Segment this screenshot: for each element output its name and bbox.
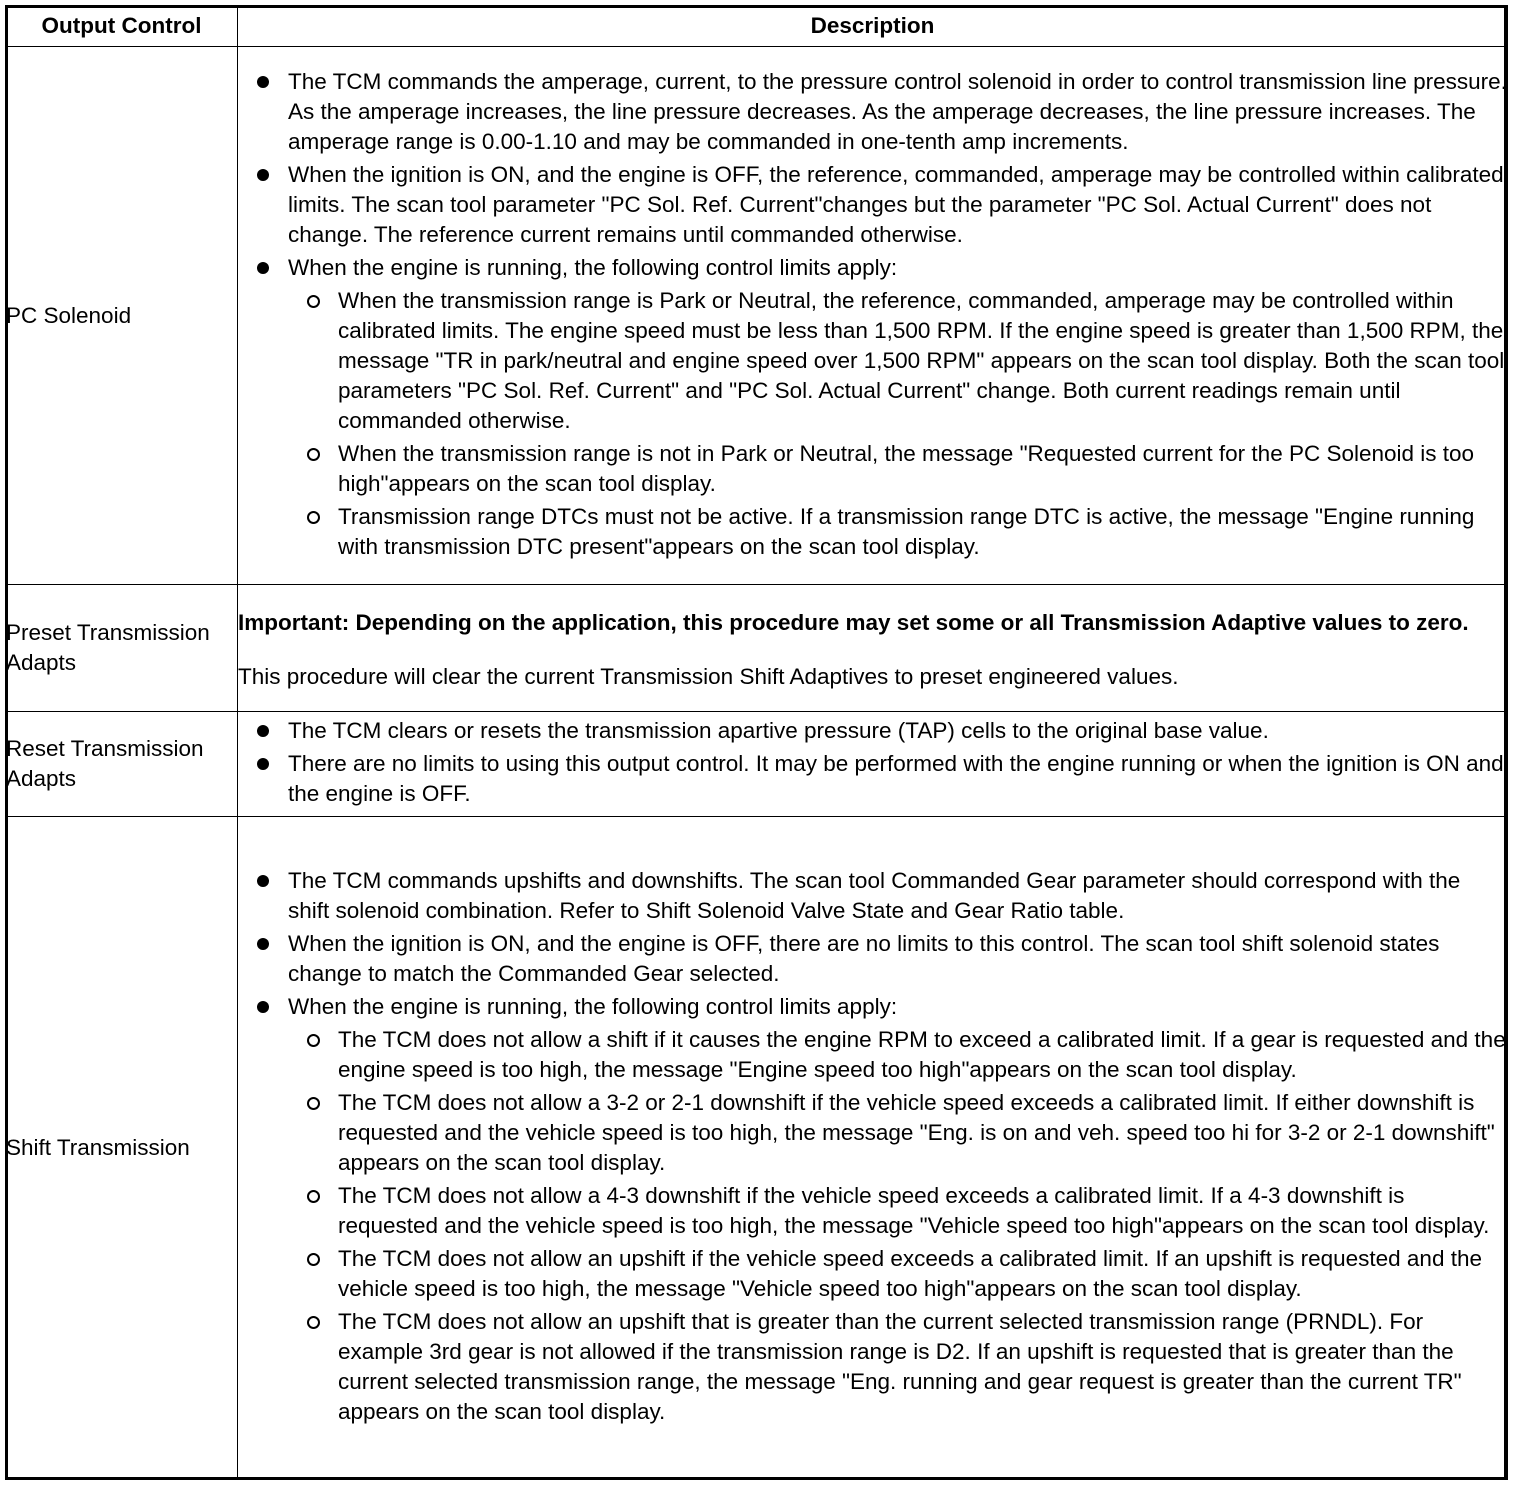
sub-list-item xyxy=(288,502,1507,562)
bullet-icon xyxy=(257,758,269,770)
hollow-bullet-icon xyxy=(307,1316,320,1329)
list-item-text: The TCM commands upshifts and downshifts. The scan tool Commanded Gear parameter should correspond with the shift solenoid combination. Refer to Shift Solenoid Valve State and Gear Ratio table. xyxy=(288,868,1461,923)
description-paragraph: This procedure will clear the current Transmission Shift Adaptives to preset engineered values. xyxy=(238,664,1179,689)
list-item xyxy=(238,253,1507,562)
sub-list-item xyxy=(288,1088,1507,1178)
bullet-icon xyxy=(257,169,269,181)
bullet-icon xyxy=(257,76,269,88)
list-item xyxy=(238,992,1507,1427)
output-control-name: Shift Transmission xyxy=(6,817,238,1480)
sub-list-item-text: When the transmission range is Park or Neutral, the reference, commanded, amperage may be controlled within calibrated limits. The engine speed must be less than 1,500 RPM. If the engine speed is greater than 1,500 RPM, the message "TR in park/neutral and engine speed over 1,500 RPM" appears on the scan tool display. Both the scan tool parameters "PC Sol. Ref. Current" and "PC Sol. Actual Current" change. Both current readings remain until commanded otherwise. xyxy=(338,287,1505,433)
list-item-text: The TCM commands the amperage, current, to the pressure control solenoid in order to control transmission line pressure. As the amperage increases, the line pressure decreases. As the amperage decreases, the line pressure increases. The amperage range is 0.00-1.10 and may be commanded in one-tenth amp increments. xyxy=(288,68,1507,154)
sub-bullet-list xyxy=(288,1025,1507,1427)
sub-bullet-list xyxy=(288,286,1507,562)
list-item xyxy=(238,67,1507,157)
list-item xyxy=(238,749,1507,809)
bullet-icon xyxy=(257,1001,269,1013)
sub-list-item xyxy=(288,1307,1507,1427)
sub-list-item-text: The TCM does not allow a 3-2 or 2-1 downshift if the vehicle speed exceeds a calibrated limit. If either downshift is requested and the vehicle speed is too high, the message "Eng. is on and veh. speed too hi for 3-2 or 2-1 downshift" appears on the scan tool display. xyxy=(338,1090,1495,1175)
bullet-list xyxy=(238,716,1507,809)
sub-list-item-text: The TCM does not allow a shift if it causes the engine RPM to exceed a calibrated limit. If a gear is requested and the engine speed is too high, the message "Engine speed too high"appears on the scan tool display. xyxy=(338,1027,1506,1082)
list-item-text: There are no limits to using this output control. It may be performed with the engine running or when the ignition is ON and the engine is OFF. xyxy=(288,751,1504,806)
bullet-icon xyxy=(257,262,269,274)
table-row-preset-transmission-adapts xyxy=(6,585,1508,712)
description-cell xyxy=(238,47,1508,585)
bullet-icon xyxy=(257,938,269,950)
hollow-bullet-icon xyxy=(307,511,320,524)
list-item-text: When the engine is running, the following control limits apply: xyxy=(288,254,898,280)
hollow-bullet-icon xyxy=(307,295,320,308)
bullet-list xyxy=(238,866,1507,1427)
sub-list-item-text: When the transmission range is not in Park or Neutral, the message "Requested current for the PC Solenoid is too high"appears on the scan tool display. xyxy=(338,440,1475,496)
output-control-name: PC Solenoid xyxy=(6,47,238,585)
sub-list-item xyxy=(288,286,1507,436)
hollow-bullet-icon xyxy=(307,1253,320,1266)
output-control-name: Reset Transmission Adapts xyxy=(6,712,238,817)
description-cell xyxy=(238,817,1508,1480)
list-item-text: When the ignition is ON, and the engine is OFF, there are no limits to this control. The scan tool shift solenoid states change to match the Commanded Gear selected. xyxy=(288,931,1440,986)
sub-list-item xyxy=(288,1181,1507,1241)
hollow-bullet-icon xyxy=(307,1097,320,1110)
sub-list-item-text: The TCM does not allow a 4-3 downshift if the vehicle speed exceeds a calibrated limit. If a 4-3 downshift is requested and the vehicle speed is too high, the message "Vehicle speed too high"appears on the scan tool display. xyxy=(338,1183,1490,1238)
sub-list-item-text: The TCM does not allow an upshift if the vehicle speed exceeds a calibrated limit. If an upshift is requested and the vehicle speed is too high, the message "Vehicle speed too high"appears on the scan tool display. xyxy=(338,1246,1482,1301)
sub-list-item-text: Transmission range DTCs must not be active. If a transmission range DTC is active, the message "Engine running with transmission DTC present"appears on the scan tool display. xyxy=(338,503,1475,559)
list-item-text: When the engine is running, the following control limits apply: xyxy=(288,994,898,1019)
sub-list-item xyxy=(288,1025,1507,1085)
list-item-text: The TCM clears or resets the transmission apartive pressure (TAP) cells to the original base value. xyxy=(288,718,1269,743)
table-row-shift-transmission xyxy=(6,817,1508,1480)
table-row-pc-solenoid xyxy=(6,47,1508,585)
list-item xyxy=(238,866,1507,926)
sub-list-item xyxy=(288,1244,1507,1304)
list-item xyxy=(238,929,1507,989)
hollow-bullet-icon xyxy=(307,1034,320,1047)
output-control-name: Preset Transmission Adapts xyxy=(6,585,238,712)
bullet-icon xyxy=(257,875,269,887)
important-note: Important: Depending on the application, this procedure may set some or all Transmission Adaptive values to zero. xyxy=(238,610,1469,635)
header-description: Description xyxy=(238,6,1508,47)
sub-list-item xyxy=(288,439,1507,499)
hollow-bullet-icon xyxy=(307,448,320,461)
header-output-control: Output Control xyxy=(6,6,238,47)
hollow-bullet-icon xyxy=(307,1190,320,1203)
description-cell xyxy=(238,585,1508,712)
list-item xyxy=(238,160,1507,250)
description-cell xyxy=(238,712,1508,817)
table-header-row xyxy=(6,6,1508,47)
sub-list-item-text: The TCM does not allow an upshift that is greater than the current selected transmission range (PRNDL). For example 3rd gear is not allowed if the transmission range is D2. If an upshift is requested that is greater than the current selected transmission range, the message "Eng. running and gear request is greater than the current TR" appears on the scan tool display. xyxy=(338,1309,1462,1424)
table-row-reset-transmission-adapts xyxy=(6,712,1508,817)
output-control-table xyxy=(5,5,1508,1480)
bullet-icon xyxy=(257,725,269,737)
list-item-text: When the ignition is ON, and the engine is OFF, the reference, commanded, amperage may be controlled within calibrated limits. The scan tool parameter "PC Sol. Ref. Current"changes but the parameter "PC Sol. Actual Current" does not change. The reference current remains until commanded otherwise. xyxy=(288,161,1504,247)
bullet-list xyxy=(238,67,1507,562)
list-item xyxy=(238,716,1507,746)
